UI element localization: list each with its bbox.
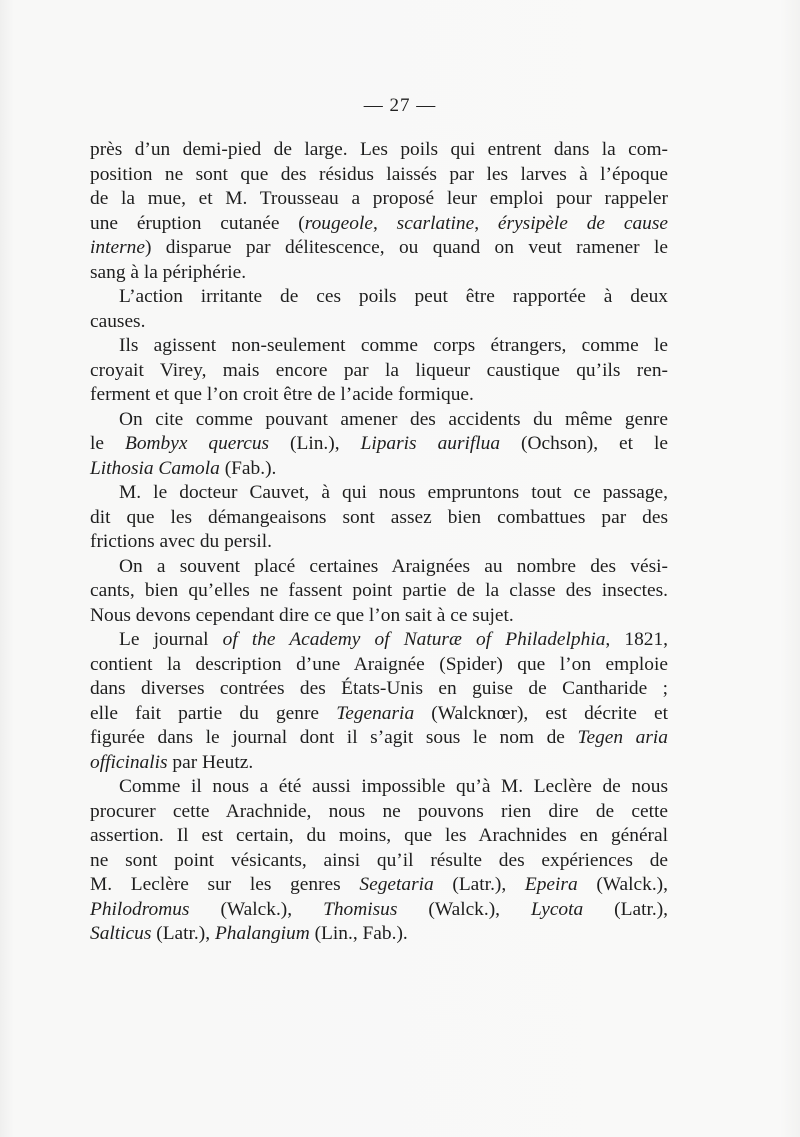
italic-term: Epeira: [524, 874, 578, 895]
text-segment: dans diverses contrées des États-Unis en guise de Cantharide ;: [90, 678, 668, 699]
italic-term: officinalis: [90, 751, 168, 773]
text-segment: causes.: [90, 310, 146, 332]
text-line: [90, 579, 668, 604]
italic-term: scarlatine: [396, 212, 475, 234]
text-segment: (Lin.),: [269, 433, 361, 454]
text-line: [90, 555, 668, 580]
text-segment: de la mue, et M. Trousseau a proposé leur emploi pour rappeler: [90, 188, 668, 209]
italic-term: rougeole: [304, 212, 373, 234]
text-segment: (Lin., Fab.).: [309, 923, 408, 944]
text-segment: elle fait partie du genre: [90, 702, 337, 724]
text-line: [90, 481, 668, 506]
text-segment: ne sont point vésicants, ainsi qu’il résulte des expériences de: [90, 849, 668, 871]
text-line: [90, 285, 668, 310]
text-line: [90, 432, 668, 457]
text-segment: ) disparue par délitescence, ou quand on veut ramener le: [144, 237, 668, 258]
text-segment: procurer cette Arachnide, nous ne pouvons rien dire de cette: [90, 800, 668, 822]
italic-term: Segetaria: [359, 874, 434, 895]
text-line: [90, 922, 668, 947]
text-segment: (Walck.),: [577, 874, 668, 895]
text-line: [90, 530, 668, 555]
text-line: [90, 334, 668, 359]
text-line: [90, 677, 668, 702]
text-line: [90, 653, 668, 678]
text-line: [90, 457, 668, 482]
text-line: [90, 800, 668, 825]
italic-term: Tegenaria: [336, 702, 415, 724]
text-line: [90, 628, 668, 653]
text-segment: ferment et que l’on croit être de l’acide formique.: [90, 384, 474, 405]
text-line: [90, 726, 668, 751]
italic-term: Phalangium: [214, 923, 310, 944]
text-segment: dit que les démangeaisons sont assez bien combattues par des: [90, 506, 668, 528]
italic-term: of the Academy of Naturæ of Philadelphia: [222, 629, 606, 650]
text-line: [90, 163, 668, 188]
italic-term: interne: [90, 237, 145, 258]
text-segment: figurée dans le journal dont il s’agit sous le nom de: [90, 727, 578, 748]
body-text: [90, 138, 668, 947]
text-segment: assertion. Il est certain, du moins, que les Arachnides en général: [90, 825, 668, 846]
text-segment: (Latr.),: [583, 898, 668, 920]
italic-term: Liparis auriflua: [360, 433, 501, 454]
text-segment: Le journal: [119, 629, 223, 650]
text-segment: position ne sont que des résidus laissés par les larves à l’époque: [90, 163, 668, 185]
text-line: [90, 212, 668, 237]
text-segment: près d’un demi-pied de large. Les poils qui entrent dans la com-: [90, 139, 668, 160]
italic-term: Thomisus: [323, 898, 398, 920]
text-line: [90, 408, 668, 433]
text-line: [90, 849, 668, 874]
text-segment: sang à la périphérie.: [90, 261, 247, 283]
page-number: — 27 —: [363, 95, 437, 116]
text-segment: Comme il nous a été aussi impossible qu’à M. Leclère de nous: [119, 776, 668, 797]
italic-term: érysipèle de cause: [497, 212, 669, 234]
italic-term: Salticus: [90, 923, 152, 944]
italic-term: Bombyx quercus: [124, 433, 270, 454]
text-segment: (Walck.),: [397, 898, 531, 920]
text-segment: une éruption cutanée (: [90, 212, 305, 234]
text-segment: M. le docteur Cauvet, à qui nous empruntons tout ce passage,: [119, 482, 668, 503]
italic-term: Philodromus: [90, 898, 190, 920]
text-line: [90, 824, 668, 849]
text-segment: On cite comme pouvant amener des accidents du même genre: [119, 408, 668, 430]
text-line: [90, 138, 668, 163]
text-line: [90, 506, 668, 531]
text-segment: contient la description d’une Araignée (Spider) que l’on emploie: [90, 653, 668, 675]
text-line: [90, 775, 668, 800]
text-segment: (Latr.),: [151, 923, 215, 944]
text-segment: (Latr.),: [433, 874, 525, 895]
text-line: [90, 261, 668, 286]
italic-term: Lycota: [531, 898, 584, 920]
text-line: [90, 751, 668, 776]
text-segment: Nous devons cependant dire ce que l’on sait à ce sujet.: [90, 604, 514, 626]
text-line: [90, 383, 668, 408]
text-segment: (Ochson), et le: [500, 433, 668, 454]
text-segment: cants, bien qu’elles ne fassent point partie de la classe des insectes.: [90, 580, 668, 601]
text-line: [90, 702, 668, 727]
text-line: [90, 359, 668, 384]
text-segment: croyait Virey, mais encore par la liqueur caustique qu’ils ren-: [90, 359, 668, 381]
text-segment: (Fab.).: [219, 457, 277, 479]
italic-term: Lithosia Camola: [90, 457, 220, 479]
text-segment: ,: [372, 212, 397, 234]
text-line: [90, 604, 668, 629]
text-line: [90, 898, 668, 923]
text-segment: Ils agissent non-seulement comme corps étrangers, comme le: [119, 335, 668, 356]
text-line: [90, 187, 668, 212]
text-line: [90, 873, 668, 898]
text-segment: ,: [474, 212, 498, 234]
text-segment: On a souvent placé certaines Araignées au nombre des vési-: [119, 555, 668, 577]
text-segment: le: [90, 433, 125, 454]
text-segment: M. Leclère sur les genres: [90, 874, 360, 895]
text-segment: frictions avec du persil.: [90, 531, 272, 552]
text-line: [90, 310, 668, 335]
text-segment: (Walck.),: [189, 898, 324, 920]
text-line: [90, 236, 668, 261]
italic-term: Tegen aria: [577, 727, 668, 748]
text-segment: , 1821,: [605, 629, 669, 650]
text-segment: (Walcknœr), est décrite et: [414, 702, 669, 724]
text-segment: par Heutz.: [167, 751, 254, 773]
text-segment: L’action irritante de ces poils peut être rapportée à deux: [119, 286, 668, 307]
